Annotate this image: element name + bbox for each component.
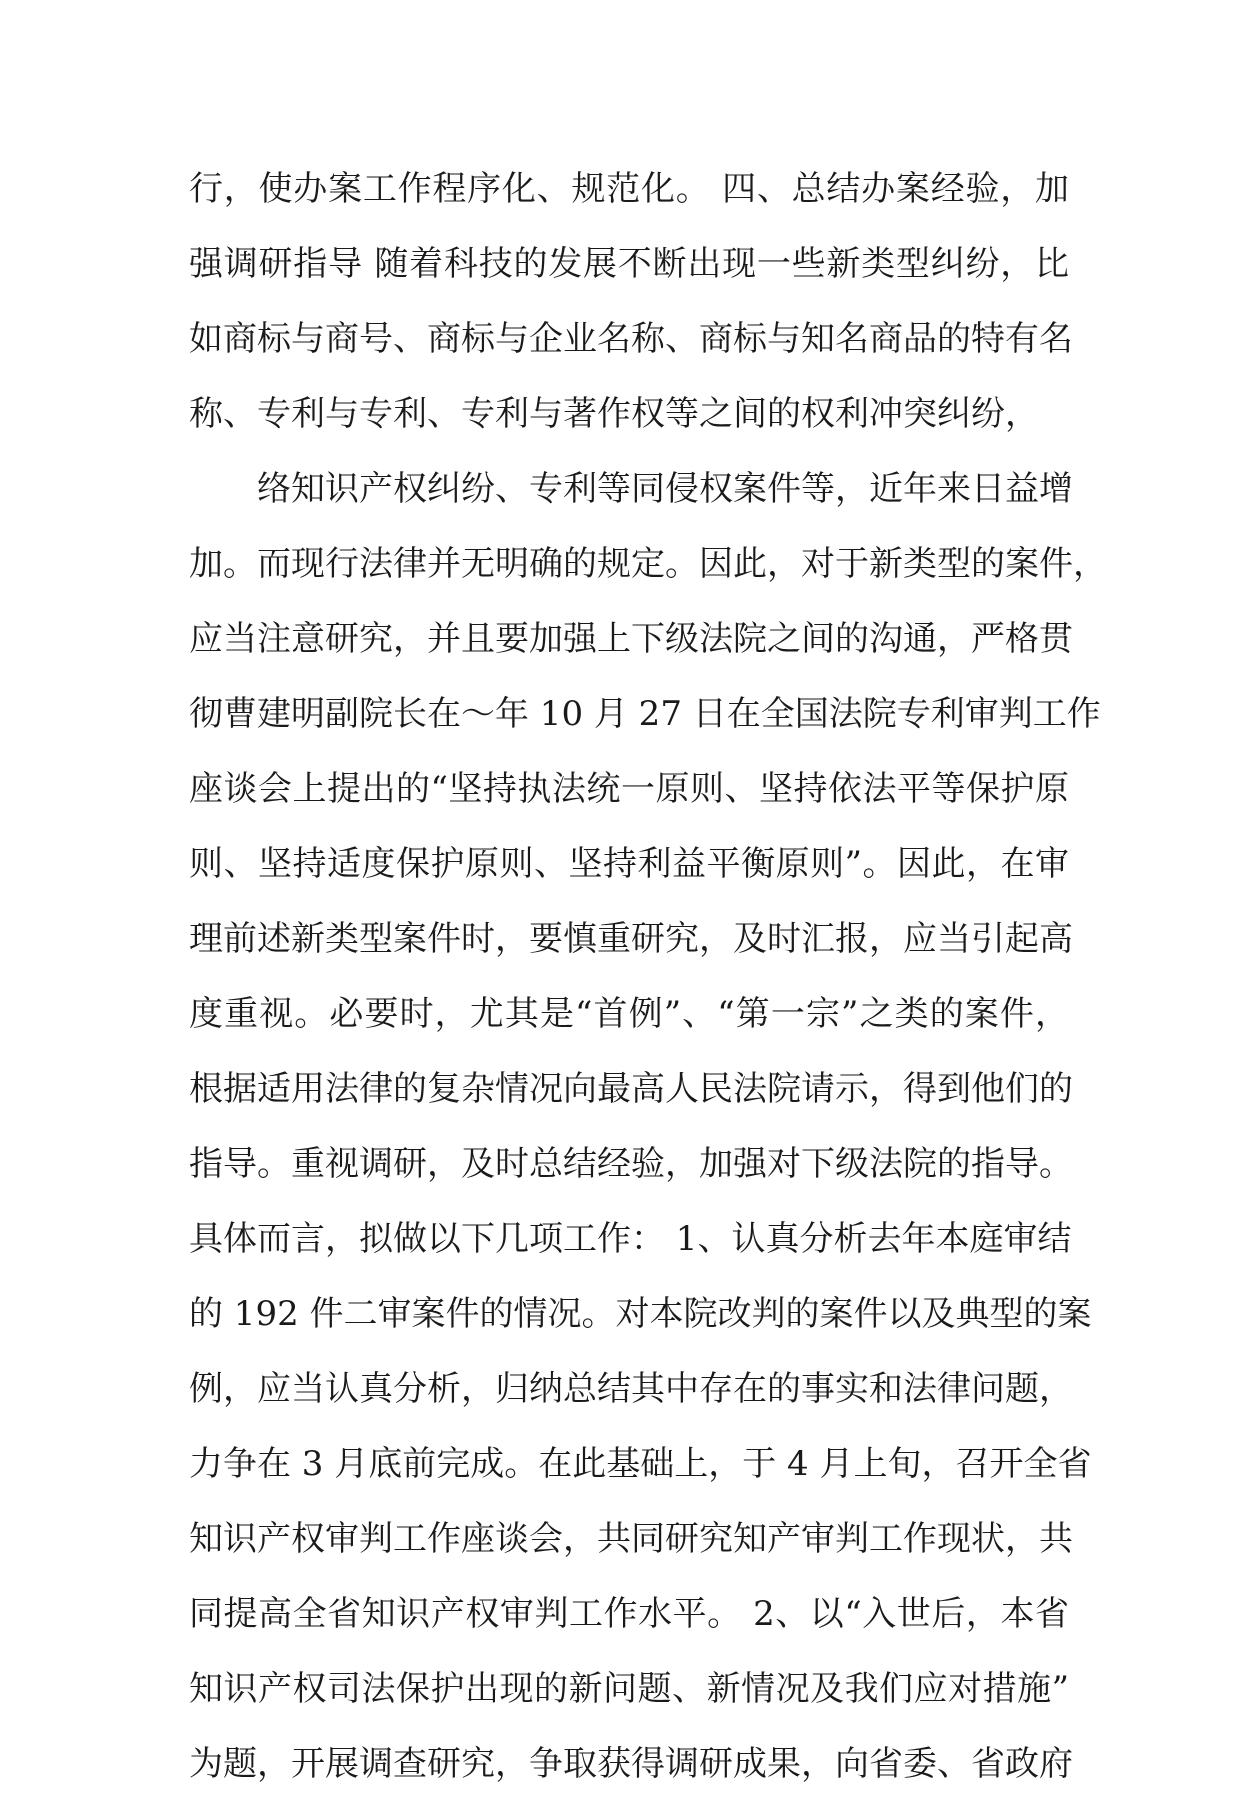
text-line: 知识产权司法保护出现的新问题、新情况及我们应对措施”	[189, 1669, 1069, 1709]
text-line: 为题，开展调查研究，争取获得调研成果，向省委、省政府	[189, 1744, 1073, 1784]
paragraph-2	[189, 452, 1107, 1802]
text-line: 则、坚持适度保护原则、坚持利益平衡原则”。因此，在审	[189, 844, 1069, 884]
body-text	[189, 152, 1107, 1802]
text-line: 根据适用法律的复杂情况向最高人民法院请示，得到他们的	[189, 1069, 1073, 1109]
text-line: 座谈会上提出的“坚持执法统一原则、坚持依法平等保护原	[189, 769, 1069, 809]
text-line: 例，应当认真分析，归纳总结其中存在的事实和法律问题，	[189, 1369, 1073, 1409]
text-line: 络知识产权纠纷、专利等同侵权案件等，近年来日益增	[257, 469, 1073, 509]
text-line: 加。而现行法律并无明确的规定。因此，对于新类型的案件，	[189, 544, 1107, 584]
text-line: 行，使办案工作程序化、规范化。 四、总结办案经验，加	[189, 169, 1069, 209]
text-line: 知识产权审判工作座谈会，共同研究知产审判工作现状，共	[189, 1519, 1073, 1559]
text-line: 的 192 件二审案件的情况。对本院改判的案件以及典型的案	[189, 1294, 1092, 1334]
text-line: 称、专利与专利、专利与著作权等之间的权利冲突纠纷，	[189, 394, 1039, 434]
paragraph-1	[189, 152, 1073, 452]
text-line: 力争在 3 月底前完成。在此基础上，于 4 月上旬，召开全省	[189, 1444, 1092, 1484]
text-line: 彻曹建明副院长在～年 10 月 27 日在全国法院专利审判工作	[189, 694, 1101, 734]
text-line: 强调研指导 随着科技的发展不断出现一些新类型纠纷，比	[189, 244, 1069, 284]
text-line: 指导。重视调研，及时总结经验，加强对下级法院的指导。	[189, 1144, 1073, 1184]
text-line: 度重视。必要时，尤其是“首例”、“第一宗”之类的案件，	[189, 994, 1069, 1034]
text-line: 理前述新类型案件时，要慎重研究，及时汇报，应当引起高	[189, 919, 1073, 959]
text-line: 具体而言，拟做以下几项工作： 1、认真分析去年本庭审结	[189, 1219, 1072, 1259]
text-line: 同提高全省知识产权审判工作水平。 2、以“入世后，本省	[189, 1594, 1069, 1634]
text-line: 如商标与商号、商标与企业名称、商标与知名商品的特有名	[189, 319, 1073, 359]
text-line: 应当注意研究，并且要加强上下级法院之间的沟通，严格贯	[189, 619, 1073, 659]
